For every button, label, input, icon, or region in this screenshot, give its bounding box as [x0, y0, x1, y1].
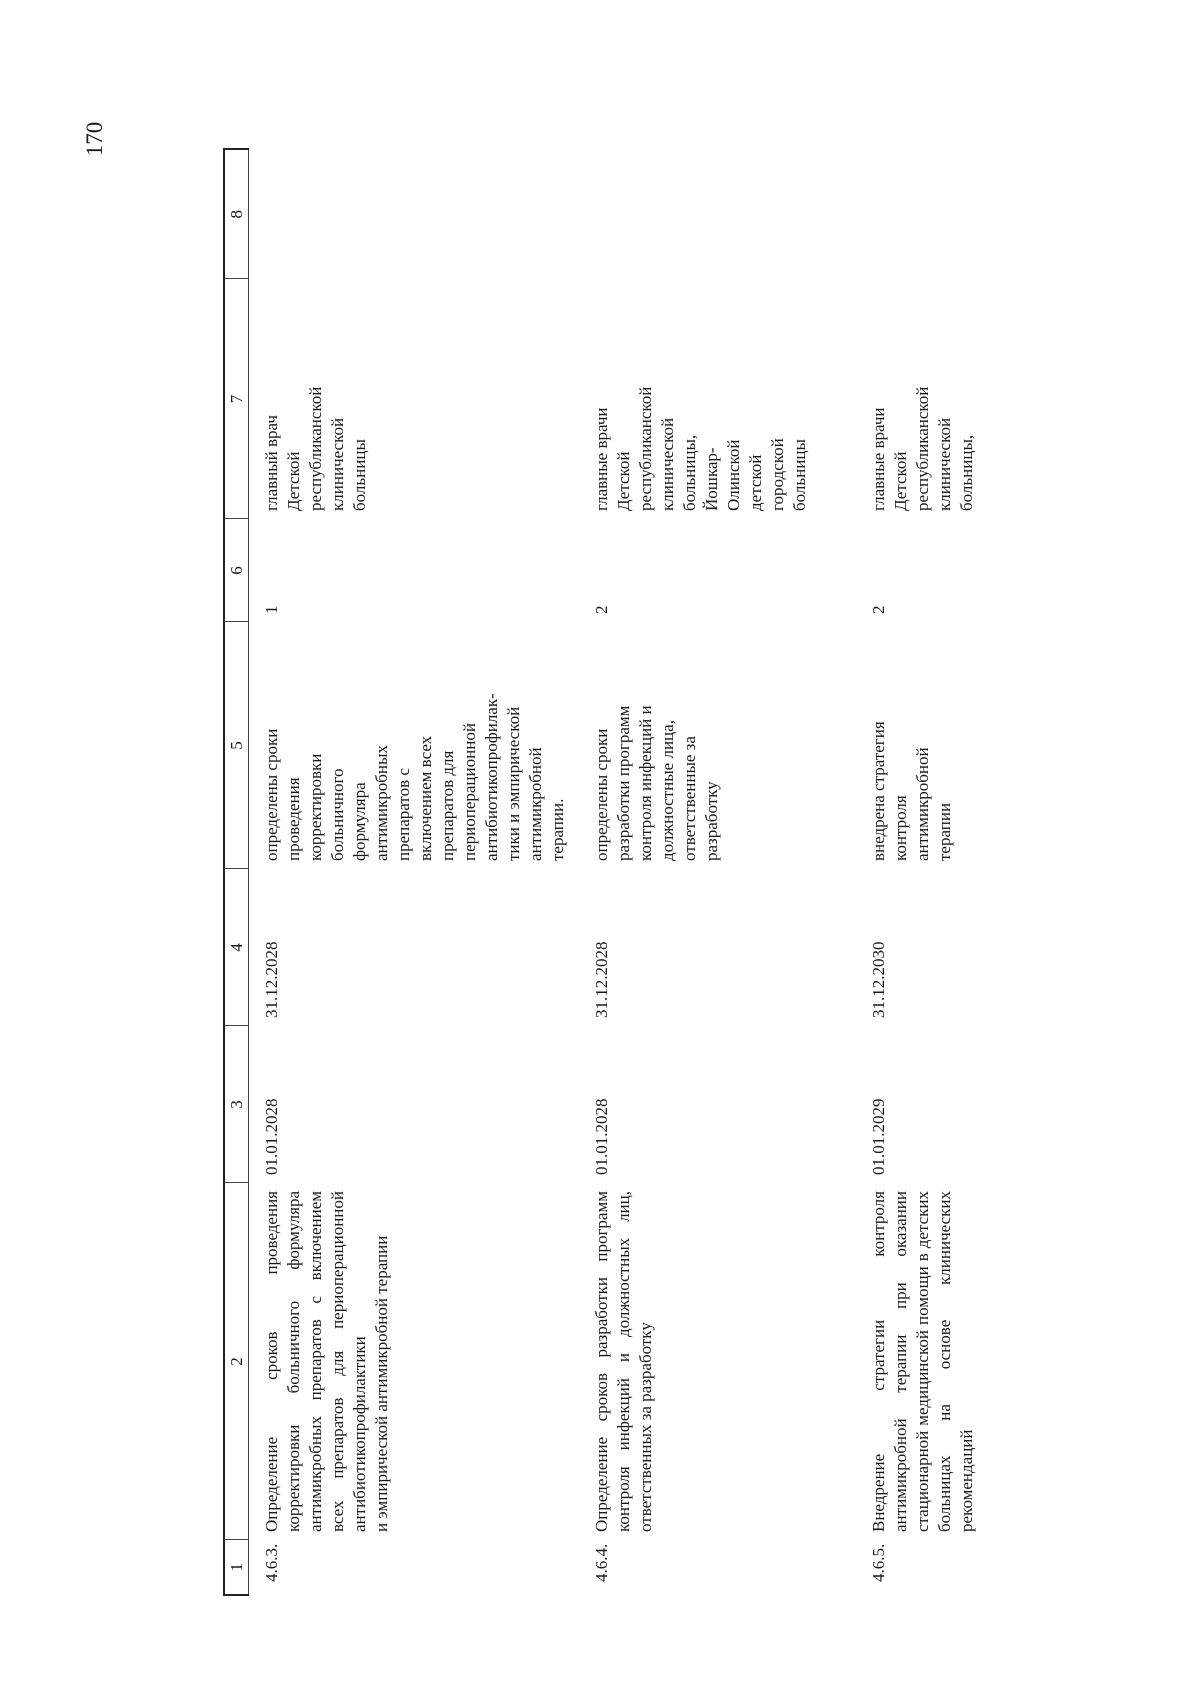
item-number: 4.6.5.	[869, 1543, 888, 1582]
event-text-line: Внедрение стратегии контроля антимикробной терапии при оказании стационарной медицинской помощи в детских больницах на основе клинических рекомендаций	[869, 1191, 976, 1532]
result-line: разработки программ	[614, 705, 633, 861]
event-description	[856, 1183, 1138, 1540]
header-row	[224, 149, 249, 1595]
responsible-line: республиканской	[636, 386, 655, 511]
rotated-table-container	[223, 150, 1200, 1596]
result-line: проведения	[284, 777, 303, 861]
responsible-persons	[249, 279, 580, 519]
column-8-cell	[856, 149, 1138, 279]
measures-table	[223, 148, 1138, 1596]
responsible-line: главный врач	[262, 415, 281, 511]
responsible-line: больницы,	[957, 434, 976, 511]
responsible-line: главные врачи	[869, 407, 888, 511]
result-line: терапии.	[548, 798, 567, 861]
value-column-6: 1	[262, 605, 281, 614]
start-date: 01.01.2028	[592, 1098, 611, 1175]
responsible-line: клинической	[328, 417, 347, 511]
responsible-line: городской	[768, 438, 787, 511]
header-col-2: 2	[224, 1183, 249, 1540]
column-8-cell	[579, 149, 856, 279]
responsible-line: больницы,	[680, 434, 699, 511]
result-line: разработку	[702, 781, 721, 861]
event-description	[249, 1183, 580, 1540]
item-number: 4.6.4.	[592, 1543, 611, 1582]
result-line: должностные лица,	[658, 720, 677, 861]
result-line: больничного	[328, 768, 347, 861]
header-col-1: 1	[224, 1540, 249, 1595]
responsible-line: Олинской	[724, 439, 743, 511]
responsible-line: больницы	[350, 439, 369, 511]
result-line: ответственные за	[680, 736, 699, 861]
event-description	[579, 1183, 856, 1540]
event-text-line: Определение сроков проведения корректировки больничного формуляра антимикробных препаратов с включением всех препаратов для периоперационной антибиотикопрофилактики	[262, 1191, 369, 1532]
responsible-line: клинической	[658, 417, 677, 511]
result-line: контроля инфекций и	[636, 705, 655, 861]
expected-result	[856, 622, 1138, 869]
expected-result	[579, 622, 856, 869]
result-line: препаратов для	[438, 750, 457, 861]
value-column-6: 2	[592, 605, 611, 614]
table-row	[249, 149, 580, 1595]
event-text-line: Определение сроков разработки программ контроля инфекций и должностных лиц, ответственных за разработку	[592, 1191, 655, 1532]
result-line: формуляра	[350, 782, 369, 861]
header-col-6: 6	[224, 519, 249, 622]
result-line: внедрена стратегия	[869, 721, 888, 861]
responsible-line: детской	[746, 454, 765, 511]
end-date: 31.12.2028	[592, 941, 611, 1018]
start-date: 01.01.2028	[262, 1098, 281, 1175]
header-col-3: 3	[224, 1026, 249, 1183]
responsible-line: Детской	[614, 451, 633, 511]
responsible-line: Детской	[284, 451, 303, 511]
event-text-line: и эмпирической антимикробной терапии	[372, 1235, 391, 1532]
result-line: контроля	[891, 795, 910, 861]
responsible-line: Детской	[891, 451, 910, 511]
header-col-8: 8	[224, 149, 249, 279]
result-line: определены сроки	[592, 728, 611, 861]
header-col-4: 4	[224, 869, 249, 1026]
value-column-6: 2	[869, 605, 888, 614]
responsible-line: республиканской	[913, 386, 932, 511]
result-line: препаратов с	[394, 768, 413, 861]
result-line: антимикробных	[372, 745, 391, 861]
item-number: 4.6.3.	[262, 1543, 281, 1582]
table-row	[579, 149, 856, 1595]
result-line: включением всех	[416, 735, 435, 861]
responsible-line: больницы	[790, 439, 809, 511]
responsible-line: клинической	[935, 417, 954, 511]
responsible-line: главные врачи	[592, 407, 611, 511]
result-line: антимикробной	[913, 747, 932, 861]
responsible-persons	[579, 279, 856, 519]
responsible-persons	[856, 279, 1138, 519]
end-date: 31.12.2028	[262, 941, 281, 1018]
header-col-7: 7	[224, 279, 249, 519]
start-date: 01.01.2029	[869, 1098, 888, 1175]
responsible-line: республиканской	[306, 386, 325, 511]
result-line: корректировки	[306, 753, 325, 861]
result-line: тики и эмпирической	[504, 706, 523, 861]
column-8-cell	[249, 149, 580, 279]
header-col-5: 5	[224, 622, 249, 869]
end-date: 31.12.2030	[869, 941, 888, 1018]
result-line: терапии	[935, 802, 954, 861]
expected-result	[249, 622, 580, 869]
result-line: определены сроки	[262, 728, 281, 861]
table-row	[856, 149, 1138, 1595]
result-line: антибиотикопрофилак-	[482, 693, 501, 861]
result-line: антимикробной	[526, 747, 545, 861]
result-line: периоперационной	[460, 723, 479, 861]
responsible-line: Йошкар-	[702, 447, 721, 511]
page-number: 170	[82, 121, 107, 157]
